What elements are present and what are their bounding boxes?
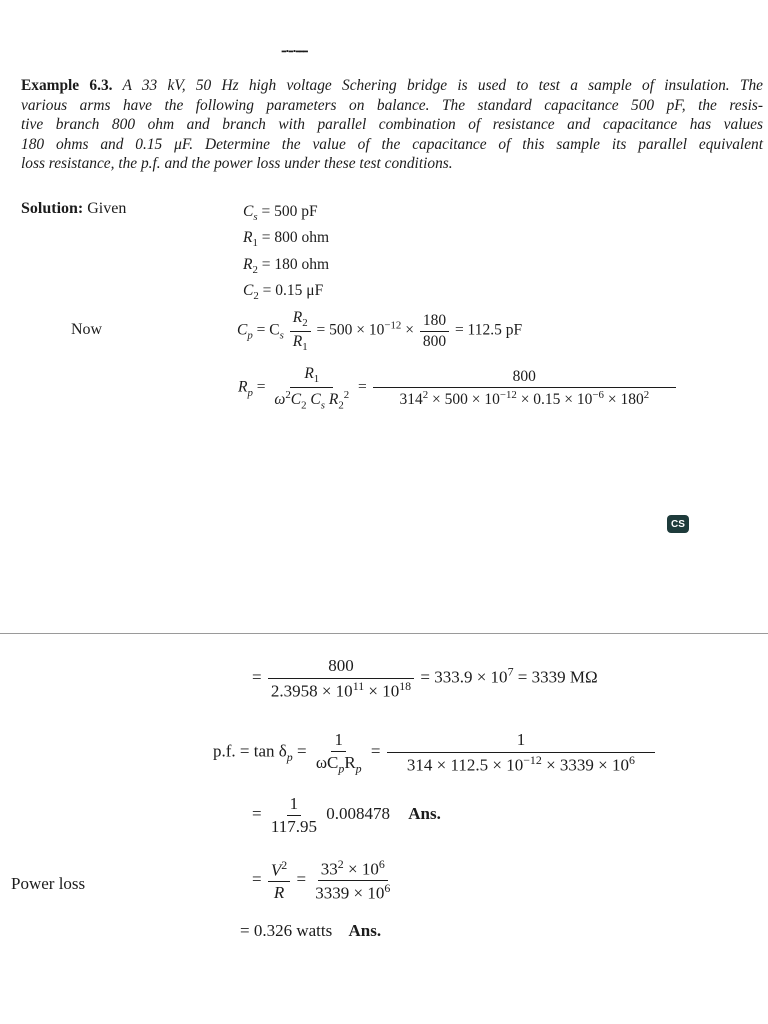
given-cs: $C_s = 500$ pF (243, 203, 318, 224)
example-line: A 33 kV, 50 Hz high voltage Schering bridge is used to test a sample of insulation. The (122, 77, 763, 94)
pf-result: = $\frac{1}{117.95}$ 0.008478 Ans. (252, 794, 441, 836)
pf-equation: p.f. = $\tan \delta_p$ = $\frac{1}{\omega C_pR_p}$ = $\frac{1}{314 \times 112.5 \times 10^{-12} \times 3339 \times 10^6}$ (213, 730, 657, 776)
given-r1: $R_1 = 800$ ohm (243, 229, 330, 250)
pf-numeric-fraction: $\frac{1}{314 \times 112.5 \times 10^{-12} \times 3339 \times 10^6}$ (387, 730, 656, 775)
solution-label: Solution: Given (21, 200, 127, 217)
rp-result-equation: = $\frac{800}{2.3958 \times 10^{11} \times 10^{18}}$ = $333.9 \times 10^7 = 3339$ MΩ (252, 656, 598, 701)
cp-ratio-fraction: $\frac{R_2}{R_1}$ (290, 309, 311, 353)
rp-equation: $R_p$ = $\frac{R_1}{\omega^2C_2 C_s R_2^2}$ = $\frac{800}{314^2 \times 500 \times 10^{-12} \times 0.15 \times 10^{-6} \times 180^2}$ (238, 365, 678, 411)
power-symbolic-fraction: $\frac{V^2}{R}$ (268, 859, 290, 903)
example-line: various arms have the following parameters on balance. The standard capacitance 500 pF, the resis- (21, 96, 763, 114)
example-heading: Example 6.3. (21, 77, 113, 94)
pf-symbolic-fraction: $\frac{1}{\omega C_pR_p}$ (315, 730, 362, 775)
cp-equation: $C_p = C_s$ $\frac{R_2}{R_1}$ = $500 \times 10^{-12}$ × $\frac{180}{800}$ = 112.5 pF (237, 309, 523, 353)
given-r2: $R_2 = 180$ ohm (243, 256, 330, 277)
given-c2: $C_2 = 0.15$ μF (243, 282, 324, 303)
now-label: Now (71, 321, 103, 338)
textbook-page-continuation (0, 634, 768, 954)
rp-symbolic-fraction: $\frac{R_1}{\omega^2C_2 C_s R_2^2}$ (274, 365, 350, 411)
camscanner-badge: CS (667, 515, 689, 533)
answer-marker: Ans. (348, 921, 382, 940)
cp-value-fraction: $\frac{180}{800}$ (420, 312, 449, 351)
example-line: tive branch 800 ohm and branch with parallel combination of resistance and capacitance has values (21, 116, 763, 134)
answer-marker: Ans. (408, 803, 441, 823)
power-numeric-fraction: $\frac{33^2 \times 10^6}{3339 \times 10^6}$ (315, 857, 391, 903)
power-loss-equation: = $\frac{V^2}{R}$ = $\frac{33^2 \times 10^6}{3339 \times 10^6}$ (252, 858, 395, 903)
example-statement (21, 76, 763, 174)
rp-numeric-fraction: $\frac{800}{314^2 \times 500 \times 10^{-12} \times 0.15 \times 10^{-6} \times 180^2}$ (373, 368, 676, 409)
power-loss-label: Power loss (11, 874, 86, 893)
page-header-fragment: ـــ.ـ.ـ (282, 40, 308, 55)
pf-result-fraction: $\frac{1}{117.95}$ (270, 794, 317, 836)
rp-result-fraction: $\frac{800}{2.3958 \times 10^{11} \times 10^{18}}$ (268, 656, 414, 701)
power-loss-result: = 0.326 watts Ans. (240, 921, 382, 940)
example-line: 180 ohms and 0.15 μF. Determine the value of the capacitance of this sample its parallel equivalent (21, 135, 763, 153)
example-line: loss resistance, the p.f. and the power loss under these test conditions. (21, 155, 453, 173)
page-margin (0, 954, 768, 1024)
